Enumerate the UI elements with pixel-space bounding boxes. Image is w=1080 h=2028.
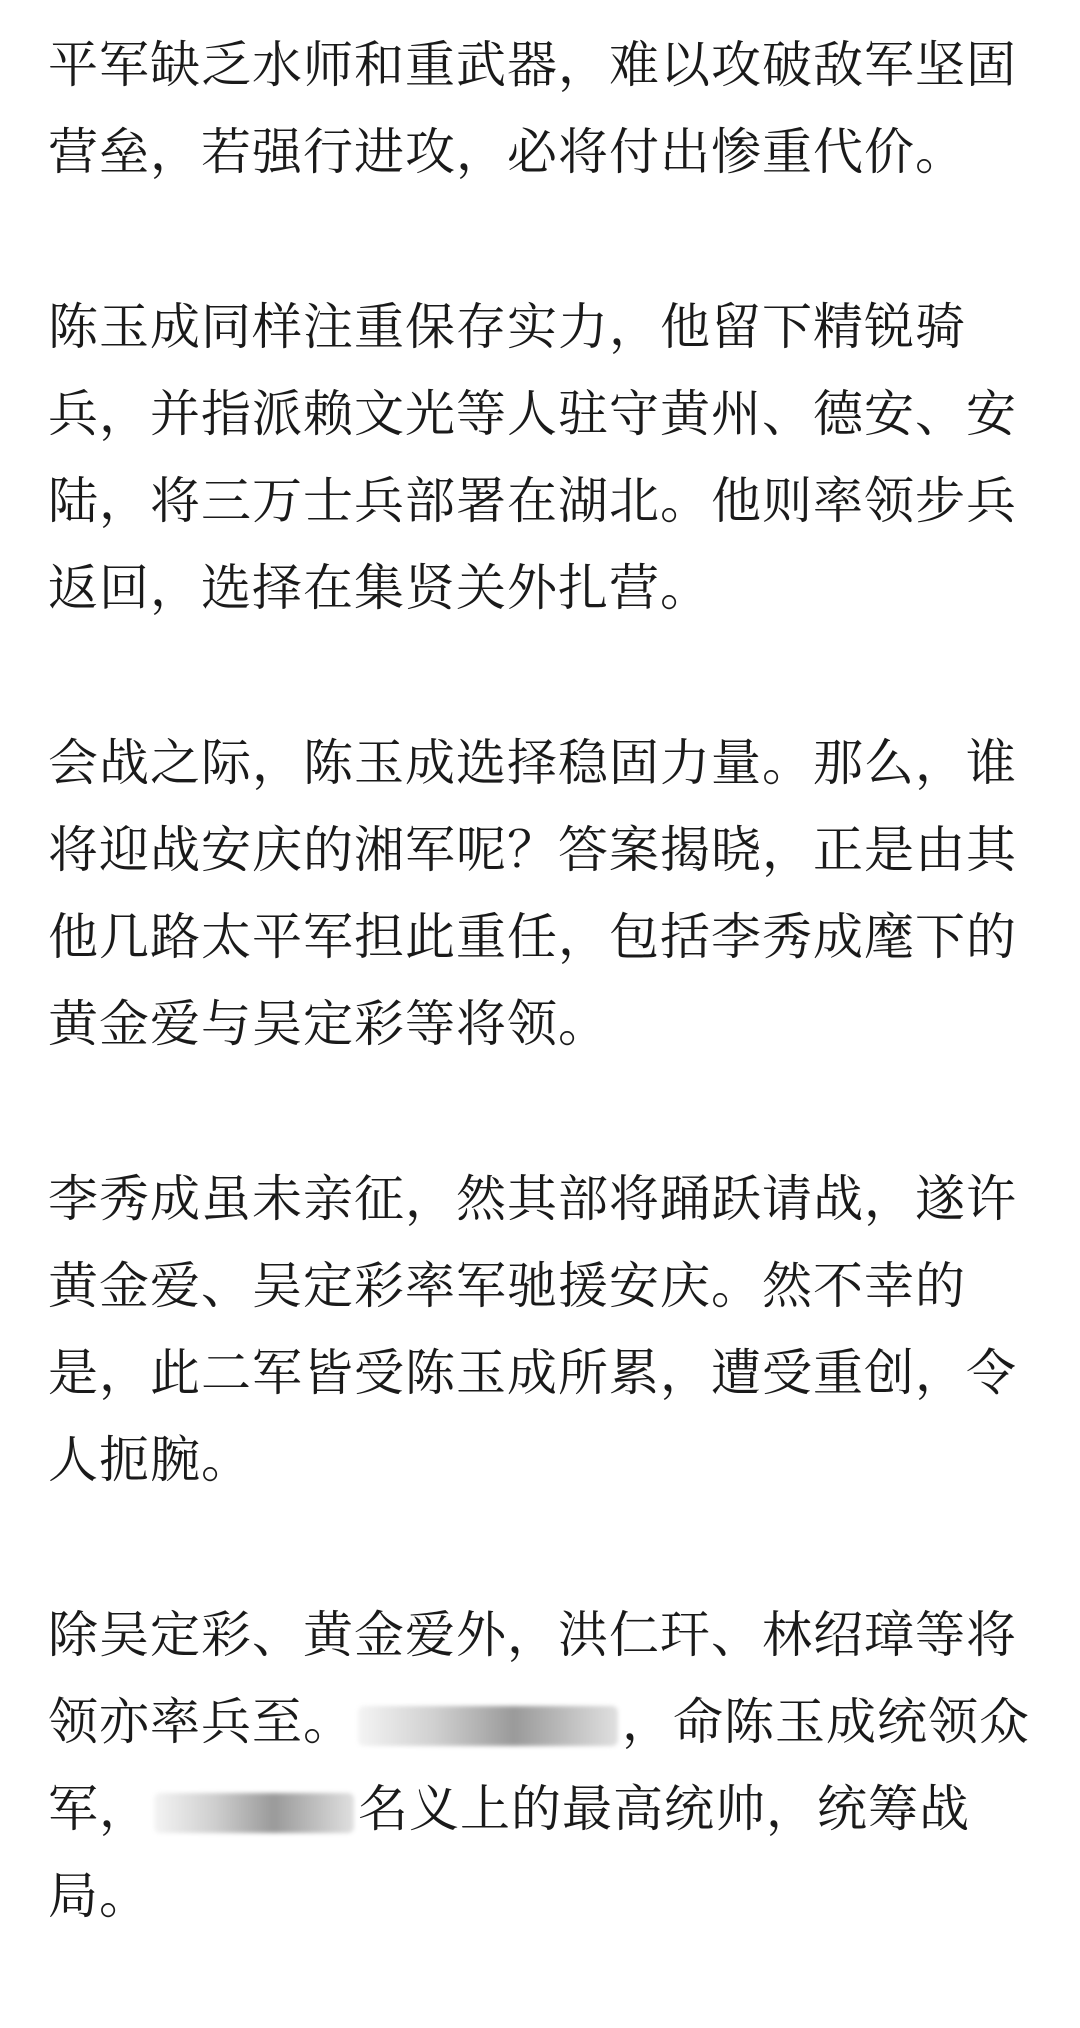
- paragraph-5: [48, 1592, 1038, 1940]
- paragraph-3: [48, 720, 1038, 1068]
- text-line: 兵，并指派赖文光等人驻守黄州、德安、安: [48, 385, 1017, 443]
- text-line: 平军缺乏水师和重武器，难以攻破敌军坚固: [48, 36, 1017, 94]
- text-segment: 军，: [48, 1780, 150, 1838]
- text-line: 局。: [48, 1867, 150, 1925]
- text-line: 人扼腕。: [48, 1431, 252, 1489]
- text-line: 会战之际，陈玉成选择稳固力量。那么，谁: [48, 734, 1017, 792]
- text-line: 将迎战安庆的湘军呢？答案揭晓，正是由其: [48, 821, 1017, 879]
- text-line: 李秀成虽未亲征，然其部将踊跃请战，遂许: [48, 1170, 1017, 1228]
- text-line: 陆，将三万士兵部署在湖北。他则率领步兵: [48, 472, 1017, 530]
- redacted-blur: [154, 1793, 354, 1833]
- text-line: 陈玉成同样注重保存实力，他留下精锐骑: [48, 298, 966, 356]
- redacted-blur: [358, 1706, 618, 1746]
- paragraph-1: [48, 22, 1038, 196]
- text-line: 他几路太平军担此重任，包括李秀成麾下的: [48, 908, 1017, 966]
- text-segment: 名义上的最高统帅，统筹战: [358, 1780, 970, 1838]
- text-line: [48, 1679, 1038, 1766]
- text-line: 返回，选择在集贤关外扎营。: [48, 559, 711, 617]
- text-line: 除吴定彩、黄金爱外，洪仁玕、林绍璋等将: [48, 1606, 1017, 1664]
- text-line: 黄金爱、吴定彩率军驰援安庆。然不幸的: [48, 1257, 966, 1315]
- text-line: 黄金爱与吴定彩等将领。: [48, 995, 609, 1053]
- article-body: [48, 22, 1038, 2028]
- paragraph-2: [48, 284, 1038, 632]
- text-line: [48, 1766, 1038, 1853]
- text-segment: ，命陈玉成统领众: [622, 1693, 1030, 1751]
- text-segment: 领亦率兵至。: [48, 1693, 354, 1751]
- paragraph-4: [48, 1156, 1038, 1504]
- text-line: 是，此二军皆受陈玉成所累，遭受重创，令: [48, 1344, 1017, 1402]
- text-line: 营垒，若强行进攻，必将付出惨重代价。: [48, 123, 966, 181]
